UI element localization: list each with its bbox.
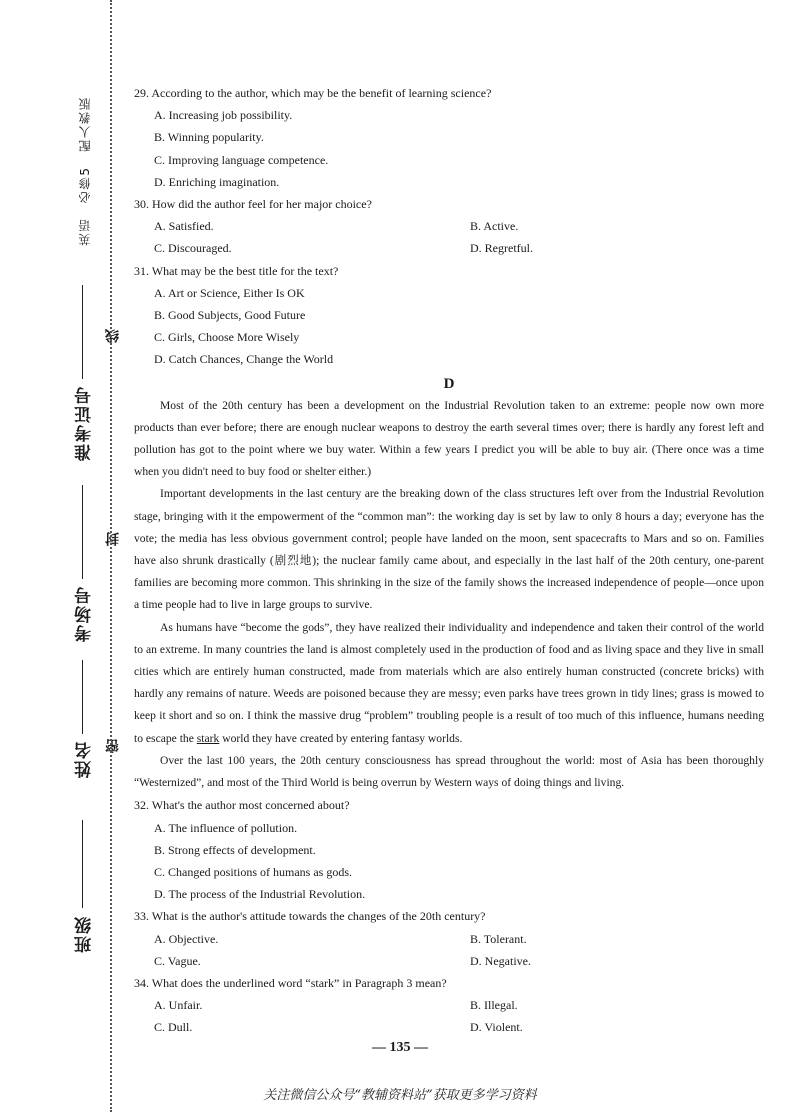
q32-option-c: C. Changed positions of humans as gods.: [154, 864, 352, 879]
q31-option-a: A. Art or Science, Either Is OK: [154, 285, 305, 300]
q33-option-d: D. Negative.: [470, 953, 531, 968]
q33-options-row1: [134, 928, 764, 950]
name-field-line: [82, 660, 83, 734]
binding-margin: [0, 0, 121, 1112]
ticket-number-field-line: [82, 285, 83, 379]
q31-option-c: C. Girls, Choose More Wisely: [154, 330, 300, 345]
page-content: [134, 82, 764, 1039]
q34-option-d: D. Violent.: [470, 1020, 523, 1035]
question-31: 31. What may be the best title for the text?: [134, 263, 339, 278]
q30-options-row1: [134, 215, 764, 237]
exam-room-field-line: [82, 485, 83, 579]
q34-option-b: B. Illegal.: [470, 998, 518, 1013]
section-d-title: D: [443, 375, 455, 392]
q33-options-row2: [134, 950, 764, 972]
q31-option-d: D. Catch Chances, Change the World: [154, 352, 334, 367]
class-label: 班级: [75, 915, 95, 953]
passage-paragraph-1: Most of the 20th century has been a development on the Industrial Revolution taken to an extreme: people now own more products than ever before; there are enough nuclear weapons to destroy the earth several times over; there is hardly any forest left and pollution has got to the point where we buy water. Within a few years I predict you will be able to buy air. (There once was a time when you didn't need to buy food or shelter either.): [134, 398, 764, 479]
q32-option-b: B. Strong effects of development.: [154, 842, 316, 857]
q33-option-c: C. Vague.: [154, 953, 201, 968]
footer-note: 关注微信公众号“教辅资料站”获取更多学习资料: [263, 1088, 537, 1103]
q30-options-row2: [134, 237, 764, 259]
q34-option-c: C. Dull.: [154, 1020, 193, 1035]
page-number: — 135 —: [372, 1040, 428, 1055]
seal-mark-xian: 线: [105, 327, 121, 343]
seal-mark-feng: 封: [105, 530, 121, 546]
name-label: 姓名: [75, 740, 95, 778]
book-info: 英语 必修5 配人教版: [78, 96, 92, 246]
passage-paragraph-3: [134, 617, 764, 750]
q33-option-a: A. Objective.: [154, 931, 219, 946]
seal-mark-mi: 密: [105, 737, 121, 753]
passage-paragraph-2: Important developments in the last century are the breaking down of the class structures left over from the Industrial Revolution stage, bringing with it the empowerment of the “common man”: the working day is set by law to only 8 hours a day; everyone has the vote; the media has less obvious government control; people have landed on the moon, sent spacecrafts to Mars and so on. Families have also shrunk drastically (剧烈地); the nuclear family came about, and especially in the last half of the 20th century, one-parent families are becoming more common. This shrinking in the size of the family shows the increased independence of people—once upon a time people had to live in large groups to survive.: [134, 487, 764, 612]
paragraph-3-text-start: As humans have “become the gods”, they have realized their individuality and independence and taken their control of the world to an extreme. In many countries the land is almost completely used in the production of food and as living space and they live in small cities which are entirely human constructed, made from materials which are also entirely human constructed (concrete bricks) with hardly any remains of nature. Weeds are poisoned because they are messy; even parks have trees grown in tidy lines; grass is mowed to keep it short and so on. I think the massive drug “problem” troubling people is a result of too much of this influence, humans needing to escape the: [134, 620, 764, 745]
question-29: 29. According to the author, which may be the benefit of learning science?: [134, 86, 492, 100]
q34-option-a: A. Unfair.: [154, 998, 203, 1013]
question-30: 30. How did the author feel for her major choice?: [134, 197, 372, 212]
q30-option-b: B. Active.: [470, 219, 519, 234]
q29-option-d: D. Enriching imagination.: [154, 174, 280, 189]
q33-option-b: B. Tolerant.: [470, 931, 527, 946]
q30-option-c: C. Discouraged.: [154, 241, 232, 256]
exam-room-label: 考场号: [75, 585, 95, 642]
ticket-number-label: 准考证号: [75, 385, 95, 461]
question-33: 33. What is the author's attitude towards the changes of the 20th century?: [134, 909, 486, 924]
q30-option-d: D. Regretful.: [470, 241, 533, 256]
question-32: 32. What's the author most concerned about?: [134, 798, 350, 813]
q32-option-a: A. The influence of pollution.: [154, 820, 298, 835]
q32-option-d: D. The process of the Industrial Revolution.: [154, 887, 366, 902]
underlined-word-stark: stark: [196, 731, 220, 745]
dotted-cut-line: [110, 0, 112, 1112]
q31-option-b: B. Good Subjects, Good Future: [154, 308, 306, 323]
question-34: 34. What does the underlined word “stark” in Paragraph 3 mean?: [134, 975, 447, 990]
q29-option-c: C. Improving language competence.: [154, 152, 329, 167]
q29-option-a: A. Increasing job possibility.: [154, 108, 293, 123]
q34-options-row2: [134, 1016, 764, 1038]
class-field-line: [82, 820, 83, 908]
q30-option-a: A. Satisfied.: [154, 219, 214, 234]
q34-options-row1: [134, 994, 764, 1016]
passage-paragraph-4: Over the last 100 years, the 20th century consciousness has spread throughout the world: most of Asia has been thoroughly “Westernized”, and most of the Third World is being overrun by Western ways of doing things and living.: [134, 753, 764, 790]
q29-option-b: B. Winning popularity.: [154, 130, 264, 145]
paragraph-3-text-end: world they have created by entering fantasy worlds.: [219, 731, 463, 745]
